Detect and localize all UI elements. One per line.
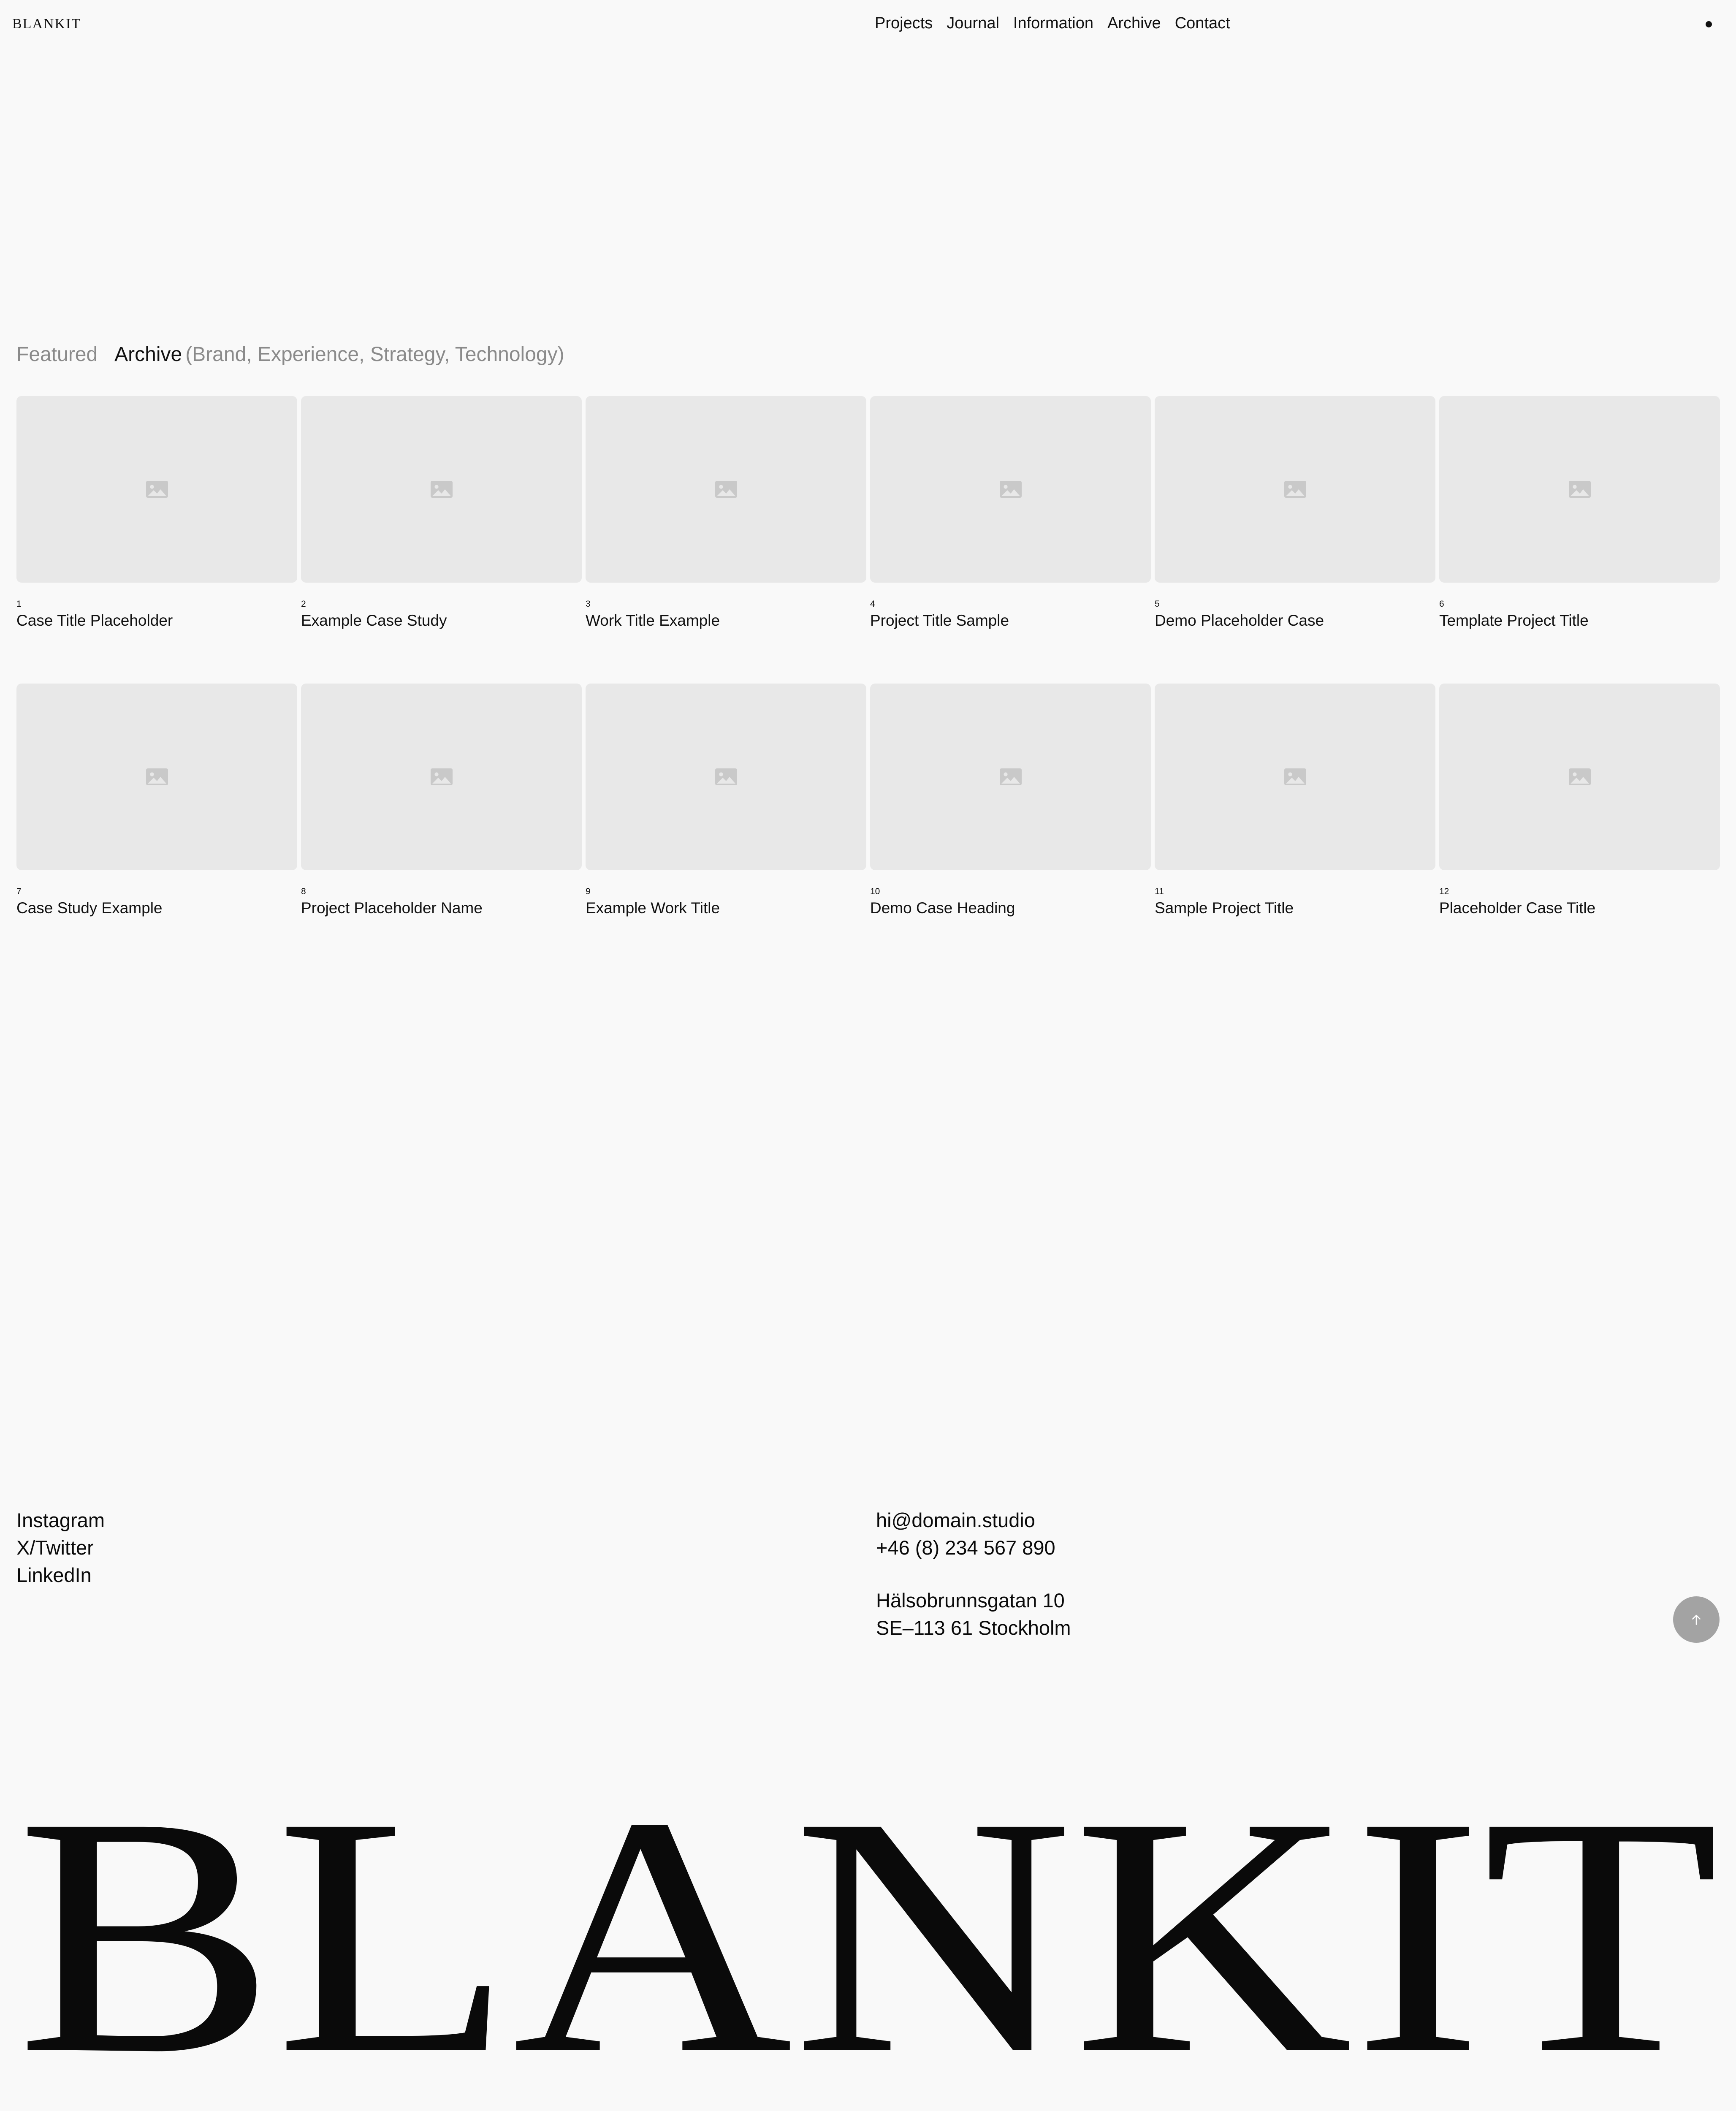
project-number: 9 [586, 887, 591, 896]
image-placeholder-icon [1568, 768, 1592, 786]
instagram-link[interactable]: Instagram [16, 1509, 105, 1531]
project-card[interactable] [1155, 396, 1435, 630]
project-title: Project Placeholder Name [301, 899, 483, 917]
twitter-link[interactable]: X/Twitter [16, 1536, 94, 1559]
main-nav [875, 14, 1230, 33]
project-card[interactable] [870, 684, 1151, 917]
filter-bar [16, 343, 564, 366]
project-title: Demo Placeholder Case [1155, 612, 1324, 629]
project-title: Sample Project Title [1155, 899, 1294, 917]
project-title: Case Study Example [16, 899, 163, 917]
image-placeholder-icon [714, 768, 738, 786]
image-placeholder-icon [145, 480, 169, 499]
project-title: Case Title Placeholder [16, 612, 173, 629]
image-placeholder-icon [999, 768, 1023, 786]
project-title: Placeholder Case Title [1439, 899, 1596, 917]
nav-journal[interactable]: Journal [947, 14, 999, 32]
nav-information[interactable]: Information [1013, 14, 1094, 32]
contact-info [876, 1506, 1071, 1642]
project-number: 12 [1439, 887, 1449, 896]
address-line-2: SE–113 61 Stockholm [876, 1617, 1071, 1639]
project-thumbnail[interactable] [586, 684, 866, 870]
site-logo[interactable]: BLANKIT [12, 16, 81, 32]
project-thumbnail[interactable] [301, 396, 582, 583]
project-title: Work Title Example [586, 612, 720, 629]
project-number: 7 [16, 887, 22, 896]
phone-link[interactable]: +46 (8) 234 567 890 [876, 1536, 1055, 1559]
project-thumbnail[interactable] [1439, 684, 1720, 870]
status-dot-icon [1706, 21, 1712, 27]
nav-archive[interactable]: Archive [1107, 14, 1161, 32]
project-card[interactable] [301, 684, 582, 917]
project-card[interactable] [870, 396, 1151, 630]
project-thumbnail[interactable] [1155, 684, 1435, 870]
back-to-top-button[interactable] [1673, 1596, 1720, 1643]
project-thumbnail[interactable] [1155, 396, 1435, 583]
project-number: 4 [870, 599, 875, 609]
arrow-up-icon [1689, 1612, 1703, 1627]
project-card[interactable] [586, 396, 866, 630]
image-placeholder-icon [430, 480, 453, 499]
project-thumbnail[interactable] [1439, 396, 1720, 583]
project-card[interactable] [586, 684, 866, 917]
project-thumbnail[interactable] [16, 684, 297, 870]
project-number: 6 [1439, 599, 1444, 609]
project-title: Example Case Study [301, 612, 447, 629]
project-thumbnail[interactable] [301, 684, 582, 870]
footer-wordmark [16, 1803, 1720, 2056]
image-placeholder-icon [714, 480, 738, 499]
image-placeholder-icon [145, 768, 169, 786]
address-line-1: Hälsobrunnsgatan 10 [876, 1589, 1065, 1612]
project-grid [16, 396, 1720, 917]
project-number: 3 [586, 599, 591, 609]
image-placeholder-icon [999, 480, 1023, 499]
project-title: Example Work Title [586, 899, 720, 917]
project-thumbnail[interactable] [870, 684, 1151, 870]
project-card[interactable] [1439, 396, 1720, 630]
filter-featured[interactable]: Featured [16, 343, 98, 366]
project-number: 8 [301, 887, 306, 896]
project-card[interactable] [1155, 684, 1435, 917]
nav-contact[interactable]: Contact [1175, 14, 1230, 32]
image-placeholder-icon [1283, 480, 1307, 499]
project-card[interactable] [301, 396, 582, 630]
project-card[interactable] [16, 396, 297, 630]
project-thumbnail[interactable] [586, 396, 866, 583]
project-number: 11 [1155, 887, 1164, 896]
social-links [16, 1506, 105, 1589]
project-number: 10 [870, 887, 880, 896]
linkedin-link[interactable]: LinkedIn [16, 1564, 92, 1586]
filter-archive[interactable]: Archive [114, 343, 182, 366]
project-number: 5 [1155, 599, 1160, 609]
project-title: Template Project Title [1439, 612, 1589, 629]
image-placeholder-icon [1568, 480, 1592, 499]
image-placeholder-icon [1283, 768, 1307, 786]
project-title: Demo Case Heading [870, 899, 1015, 917]
filter-categories: (Brand, Experience, Strategy, Technology) [185, 343, 564, 366]
project-title: Project Title Sample [870, 612, 1009, 629]
project-number: 1 [16, 599, 22, 609]
project-thumbnail[interactable] [16, 396, 297, 583]
email-link[interactable]: hi@domain.studio [876, 1509, 1035, 1531]
project-number: 2 [301, 599, 306, 609]
project-card[interactable] [1439, 684, 1720, 917]
project-card[interactable] [16, 684, 297, 917]
wordmark-text: BLANKIT [16, 1803, 1720, 2056]
nav-projects[interactable]: Projects [875, 14, 933, 32]
project-thumbnail[interactable] [870, 396, 1151, 583]
image-placeholder-icon [430, 768, 453, 786]
